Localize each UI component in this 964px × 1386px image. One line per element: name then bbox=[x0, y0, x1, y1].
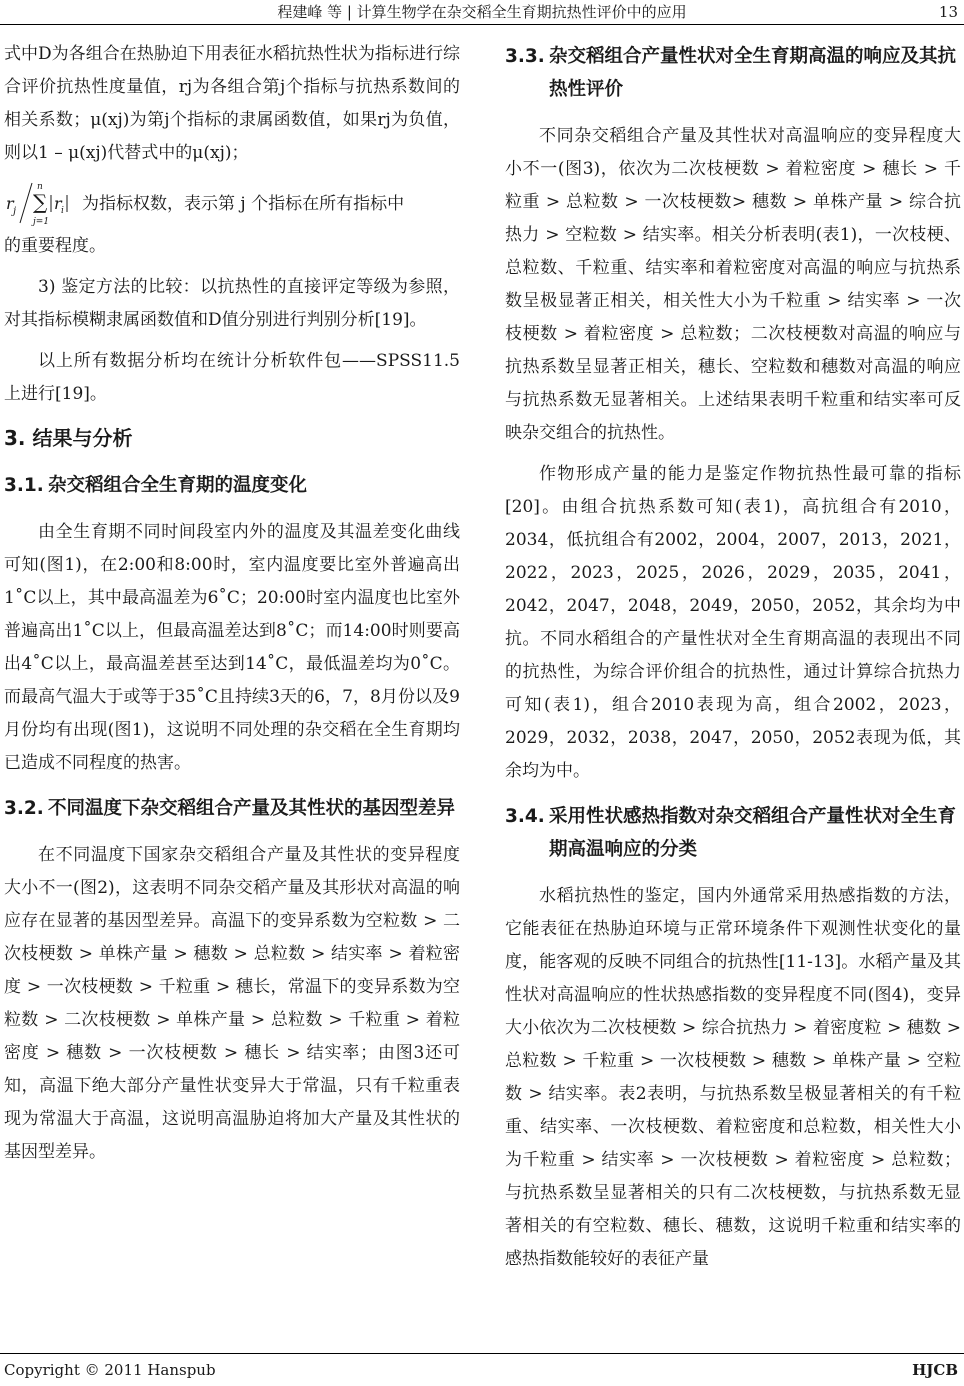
section-number: 3.1. bbox=[4, 475, 44, 496]
journal-abbreviation: HJCB bbox=[912, 1361, 958, 1379]
section-3-heading: 3. 结果与分析 bbox=[4, 426, 133, 450]
section-3-4-heading bbox=[505, 800, 961, 866]
svg-text:n: n bbox=[37, 182, 43, 192]
svg-text:j=1: j=1 bbox=[33, 217, 50, 227]
copyright-notice: Copyright © 2011 Hanspub bbox=[4, 1361, 216, 1379]
section-title: 杂交稻组合全生育期的温度变化 bbox=[48, 475, 308, 496]
definition-end: 的重要程度。 bbox=[4, 236, 106, 256]
section-title: 不同温度下杂交稻组合产量及其性状的基因型差异 bbox=[48, 798, 456, 819]
section-number: 3.2. bbox=[4, 798, 44, 819]
section-title: 采用性状感热指数对杂交稻组合产量性状对全生育期高温响应的分类 bbox=[549, 806, 957, 860]
right-column bbox=[505, 38, 961, 1284]
section-3-3-paragraph-1: 不同杂交稻组合产量及其性状对高温响应的变异程度大小不一(图3)，依次为二次枝梗数 > 着粒密度 > 穗长 > 千粒重 > 总粒数 > 一次枝梗数> 穗数 > 单株产量 > 综合抗热力 > 空粒数 > 结实率。相关分析表明(表1)，一次枝梗、总粒数、千粒重、结实率和着粒密度对高温的响应与抗热系数呈极显著正相关，相关性大小为千粒重 > 结实率 > 一次枝梗数 > 着粒密度 > 总粒数；二次枝梗数对高温的响应与抗热系数呈显著正相关，穗长、空粒数和穗数对高温的响应与抗热系数无显著相关。上述结果表明千粒重和结实率可反映杂交组合的抗热性。 bbox=[505, 126, 961, 443]
section-3-2-paragraph: 在不同温度下国家杂交稻组合产量及其性状的变异程度大小不一(图2)，这表明不同杂交稻产量及其形状对高温的响应存在显著的基因型差异。高温下的变异系数为空粒数 > 二次枝梗数 > 单株产量 > 穗数 > 总粒数 > 结实率 > 着粒密度 > 一次枝梗数 > 千粒重 > 穗长，常温下的变异系数为空粒数 > 二次枝梗数 > 单株产量 > 总粒数 > 千粒重 > 着粒密度 > 穗数 > 一次枝梗数 > 穗长 > 结实率；由图3还可知，高温下绝大部分产量性状变异大于常温，只有千粒重表现为常温大于高温，这说明高温胁迫将加大产量及其性状的基因型差异。 bbox=[4, 845, 460, 1162]
section-3-1-heading bbox=[4, 469, 460, 502]
section-3-1-paragraph: 由全生育期不同时间段室内外的温度及其温差变化曲线可知(图1)，在2:00和8:00时，室内温度要比室外普遍高出1˚C以上，其中最高温差为6˚C；20:00时室内温度也比室外普遍高出1˚C以上，但最高温差达到8˚C；而14:00时则要高出4˚C以上，最高温差甚至达到14˚C，最低温差均为0˚C。而最高气温大于或等于35˚C且持续3天的6，7，8月份以及9月份均有出现(图1)，这说明不同处理的杂交稻在全生育期均已造成不同程度的热害。 bbox=[4, 522, 460, 773]
section-number: 3.4. bbox=[505, 806, 545, 827]
section-3-3-paragraph-2: 作物形成产量的能力是鉴定作物抗热性最可靠的指标[20]。由组合抗热系数可知(表1)，高抗组合有2010，2034，低抗组合有2002，2004，2007，2013，2021，2022，2023，2025，2026，2029，2035，2041，2042，2047，2048，2049，2050，2052，其余均为中抗。不同水稻组合的产量性状对全生育期高温的表现出不同的抗热性，为综合评价组合的抗热性，通过计算综合抗热力可知(表1)，组合2010表现为高，组合2002，2023，2029，2032，2038，2047，2050，2052表现为低，其余均为中。 bbox=[505, 464, 961, 781]
svg-text:∑: ∑ bbox=[33, 190, 48, 214]
svg-text:r: r bbox=[54, 194, 62, 213]
left-column bbox=[4, 38, 460, 1177]
page-header bbox=[0, 0, 964, 26]
svg-text:i: i bbox=[61, 206, 64, 216]
weight-formula-text: 为指标权数，表示第 j 个指标在所有指标中 bbox=[82, 193, 405, 214]
section-3-4-paragraph: 水稻抗热性的鉴定，国内外通常采用热感指数的方法，它能表征在热胁迫环境与正常环境条件下观测性状变化的量度，能客观的反映不同组合的抗热性[11-13]。水稻产量及其性状对高温响应的性状热感指数的变异程度不同(图4)，变异大小依次为二次枝梗数 > 综合抗热力 > 着密度粒 > 穗数 > 总粒数 > 千粒重 > 一次枝梗数 > 穗数 > 单株产量 > 空粒数 > 结实率。表2表明，与抗热系数呈极显著相关的有千粒重、结实率、一次枝梗数、着粒密度和总粒数，相关性大小为千粒重 > 结实率 > 一次枝梗数 > 着粒密度 > 总粒数；与抗热系数呈显著相关的只有二次枝梗数，与抗热系数无显著相关的有空粒数、穗长、穗数，这说明千粒重和结实率的感热指数能较好的表征产量 bbox=[505, 886, 961, 1269]
formula-definition-paragraph: 式中D为各组合在热胁迫下用表征水稻抗热性状为指标进行综合评价抗热性度量值，rj为各组合第j个指标与抗热系数间的相关系数；μ(xj)为第j个指标的隶属函数值，如果rj为负值，则以1 – μ(xj)代替式中的μ(xj)； bbox=[4, 44, 460, 163]
method-comparison-paragraph: 3) 鉴定方法的比较：以抗热性的直接评定等级为参照，对其指标模糊隶属函数值和D值分别进行判别分析[19]。 bbox=[4, 277, 460, 330]
page-footer bbox=[0, 1353, 964, 1383]
section-number: 3.3. bbox=[505, 46, 545, 67]
software-paragraph: 以上所有数据分析均在统计分析软件包——SPSS11.5上进行[19]。 bbox=[4, 351, 460, 404]
svg-text:r: r bbox=[6, 194, 14, 213]
section-title: 杂交稻组合产量性状对全生育期高温的响应及其抗热性评价 bbox=[549, 46, 957, 100]
header-rule bbox=[0, 24, 964, 25]
svg-text:j: j bbox=[13, 206, 17, 217]
page-number: 13 bbox=[938, 3, 958, 21]
section-3-3-heading bbox=[505, 40, 961, 106]
section-3-2-heading bbox=[4, 792, 460, 825]
footer-rule bbox=[0, 1353, 964, 1354]
running-title: 程建峰 等 | 计算生物学在杂交稻全生育期抗热性评价中的应用 bbox=[277, 3, 687, 21]
weight-fraction-formula bbox=[4, 179, 78, 229]
weight-formula-line bbox=[4, 178, 460, 230]
